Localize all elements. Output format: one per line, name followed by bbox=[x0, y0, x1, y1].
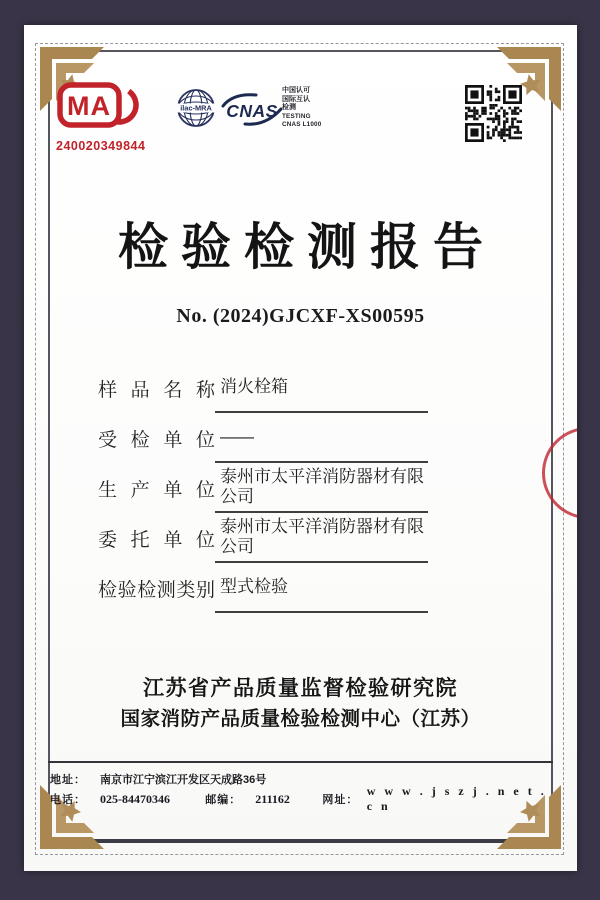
postcode-label: 邮编： bbox=[205, 794, 242, 806]
contact-row bbox=[50, 784, 553, 813]
field-value: —— bbox=[215, 413, 428, 463]
address-value: 南京市江宁滨江开发区天成路36号 bbox=[100, 774, 267, 786]
accreditation-line: TESTING bbox=[282, 112, 311, 120]
center-name: 国家消防产品质量检验检测中心（江苏） bbox=[120, 708, 481, 730]
cma-logo-icon bbox=[57, 81, 139, 133]
field-inspected-unit bbox=[98, 413, 428, 463]
field-label: 检验检测类别 bbox=[98, 579, 215, 601]
field-label: 样 品 名 称 bbox=[98, 379, 215, 401]
svg-text:CNAS: CNAS bbox=[226, 101, 278, 121]
postcode-value: 211162 bbox=[255, 791, 290, 806]
field-value: 消火栓箱 bbox=[215, 363, 428, 413]
accreditation-line: 国际互认 bbox=[282, 95, 310, 103]
report-title: 检验检测报告 bbox=[118, 219, 496, 275]
accreditation-text bbox=[282, 87, 334, 130]
field-label: 受 检 单 位 bbox=[98, 429, 215, 451]
issuing-institutes bbox=[24, 673, 577, 735]
field-value: 泰州市太平洋消防器材有限公司 bbox=[215, 513, 428, 563]
field-inspection-category bbox=[98, 563, 428, 613]
field-label: 生 产 单 位 bbox=[98, 479, 215, 501]
cnas-logo-icon bbox=[220, 91, 284, 129]
phone-value: 025-84470346 bbox=[100, 791, 170, 806]
phone-label: 电话： bbox=[50, 794, 86, 806]
field-commissioning-unit bbox=[98, 513, 428, 563]
contact-footer bbox=[48, 761, 553, 813]
accreditation-line: 检测 bbox=[282, 104, 296, 111]
accreditation-band bbox=[24, 25, 577, 185]
ilac-mra-logo-icon bbox=[175, 87, 217, 129]
report-fields bbox=[98, 363, 428, 613]
accreditation-line: 中国认可 bbox=[282, 87, 310, 94]
accreditation-line: CNAS L1000 bbox=[282, 121, 322, 128]
website-label: 网址： bbox=[322, 794, 359, 806]
svg-text:ilac-MRA: ilac-MRA bbox=[180, 103, 212, 113]
cma-mark bbox=[56, 81, 146, 153]
svg-text:MA: MA bbox=[67, 91, 111, 121]
field-label: 委 托 单 位 bbox=[98, 529, 215, 551]
qr-code-icon bbox=[465, 85, 522, 142]
field-sample-name bbox=[98, 363, 428, 413]
report-cover-page bbox=[24, 25, 577, 871]
cma-certificate-number: 240020349844 bbox=[56, 139, 146, 153]
field-value: 型式检验 bbox=[215, 563, 428, 613]
field-value: 泰州市太平洋消防器材有限公司 bbox=[215, 463, 428, 513]
report-number: No. (2024)GJCXF-XS00595 bbox=[176, 305, 425, 327]
institute-name: 江苏省产品质量监督检验研究院 bbox=[143, 677, 458, 700]
website-value: w w w . j s z j . n e t . c n bbox=[366, 784, 547, 813]
field-manufacturer bbox=[98, 463, 428, 513]
address-label: 地址： bbox=[50, 774, 86, 786]
